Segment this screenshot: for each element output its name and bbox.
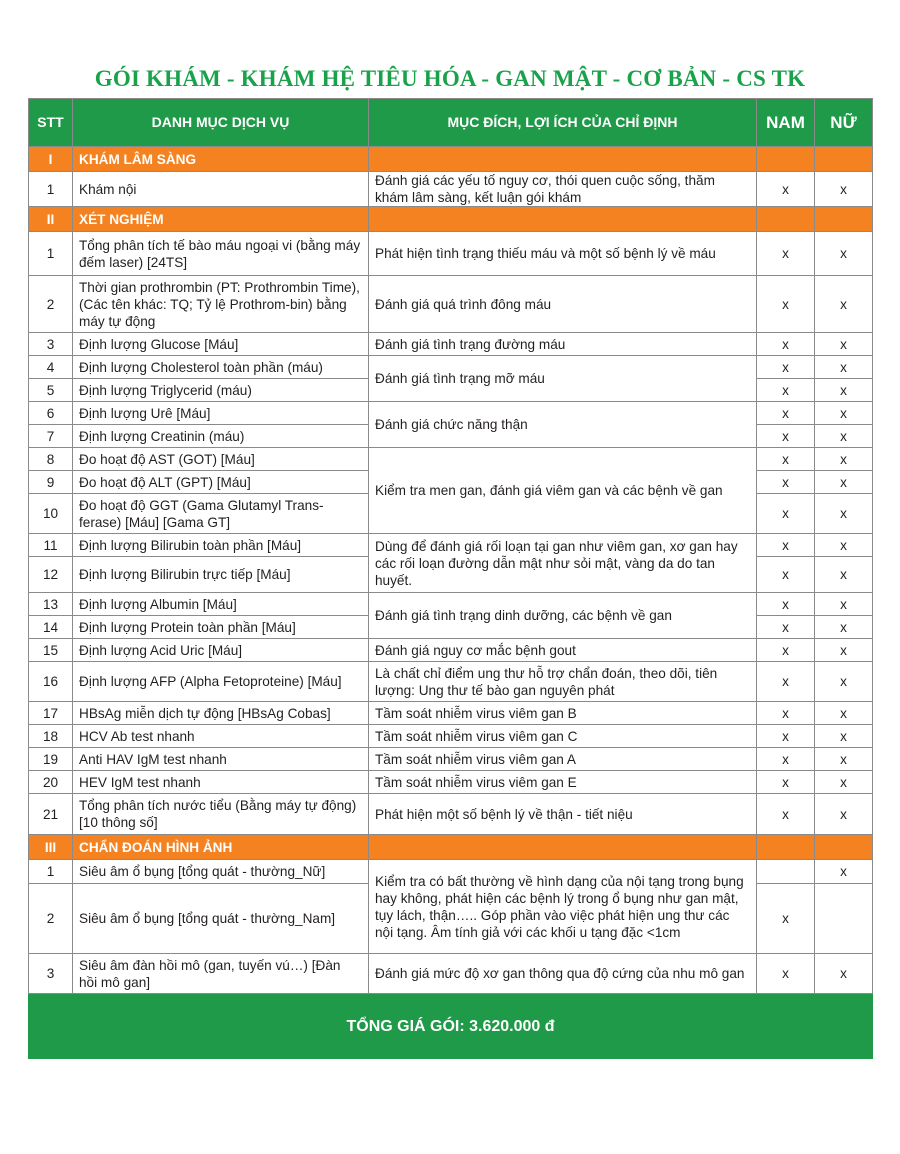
row-female-mark: x <box>815 379 873 402</box>
header-female: NỮ <box>815 99 873 147</box>
row-purpose: Đánh giá quá trình đông máu <box>369 276 757 333</box>
page-title: GÓI KHÁM - KHÁM HỆ TIÊU HÓA - GAN MẬT - CƠ BẢN - CS TK <box>94 66 806 91</box>
row-stt: 3 <box>29 333 73 356</box>
table-row <box>29 771 873 794</box>
table-row <box>29 725 873 748</box>
table-row <box>29 954 873 994</box>
row-purpose: Đánh giá mức độ xơ gan thông qua độ cứng của nhu mô gan <box>369 954 757 994</box>
row-stt: 2 <box>29 276 73 333</box>
row-female-mark: x <box>815 471 873 494</box>
row-service: Khám nội <box>73 172 369 207</box>
row-female-mark: x <box>815 954 873 994</box>
row-stt: 4 <box>29 356 73 379</box>
row-stt: 15 <box>29 639 73 662</box>
row-purpose: Kiểm tra có bất thường về hình dạng của nội tạng trong bụng hay không, phát hiện các bệnh lý trong ổ bụng như gan mật, tụy lách, thận….. Góp phần vào việc phát hiện ung thư các nội tạng. Âm tính giả với các khối u tạng đặc <1cm <box>369 860 757 954</box>
row-purpose: Tầm soát nhiễm virus viêm gan E <box>369 771 757 794</box>
header-male: NAM <box>757 99 815 147</box>
row-service: Siêu âm ổ bụng [tổng quát - thường_Nữ] <box>73 860 369 884</box>
row-female-mark: x <box>815 794 873 835</box>
total-price: TỔNG GIÁ GÓI: 3.620.000 đ <box>29 994 873 1059</box>
table-row <box>29 794 873 835</box>
row-stt: 19 <box>29 748 73 771</box>
row-purpose: Phát hiện tình trạng thiếu máu và một số bệnh lý về máu <box>369 232 757 276</box>
row-male-mark: x <box>757 702 815 725</box>
row-stt: 1 <box>29 232 73 276</box>
header-stt: STT <box>29 99 73 147</box>
row-stt: 9 <box>29 471 73 494</box>
table-row <box>29 356 873 379</box>
row-male-mark: x <box>757 954 815 994</box>
table-row <box>29 276 873 333</box>
row-purpose: Đánh giá chức năng thận <box>369 402 757 448</box>
row-service: Định lượng Glucose [Máu] <box>73 333 369 356</box>
row-male-mark: x <box>757 379 815 402</box>
row-service: Định lượng Bilirubin toàn phần [Máu] <box>73 534 369 557</box>
table-row <box>29 448 873 471</box>
row-female-mark: x <box>815 860 873 884</box>
section-name: KHÁM LÂM SÀNG <box>73 147 369 172</box>
service-table <box>28 98 873 1059</box>
table-row <box>29 534 873 557</box>
row-service: Định lượng Albumin [Máu] <box>73 593 369 616</box>
row-stt: 13 <box>29 593 73 616</box>
row-purpose: Phát hiện một số bệnh lý về thận - tiết niệu <box>369 794 757 835</box>
row-stt: 3 <box>29 954 73 994</box>
row-female-mark: x <box>815 616 873 639</box>
row-male-mark: x <box>757 616 815 639</box>
row-female-mark: x <box>815 276 873 333</box>
row-female-mark: x <box>815 356 873 379</box>
row-purpose: Tầm soát nhiễm virus viêm gan C <box>369 725 757 748</box>
section-name: CHẨN ĐOÁN HÌNH ẢNH <box>73 835 369 860</box>
row-male-mark: x <box>757 593 815 616</box>
row-purpose: Là chất chỉ điểm ung thư hỗ trợ chẩn đoán, theo dõi, tiên lượng: Ung thư tế bào gan nguyên phát <box>369 662 757 702</box>
row-purpose: Tầm soát nhiễm virus viêm gan B <box>369 702 757 725</box>
row-purpose: Đánh giá tình trạng mỡ máu <box>369 356 757 402</box>
row-female-mark: x <box>815 333 873 356</box>
row-stt: 5 <box>29 379 73 402</box>
row-purpose: Tầm soát nhiễm virus viêm gan A <box>369 748 757 771</box>
row-male-mark: x <box>757 884 815 954</box>
row-service: Định lượng Protein toàn phần [Máu] <box>73 616 369 639</box>
row-stt: 2 <box>29 884 73 954</box>
row-female-mark: x <box>815 702 873 725</box>
section-row <box>29 835 873 860</box>
row-male-mark: x <box>757 356 815 379</box>
row-male-mark: x <box>757 448 815 471</box>
row-male-mark: x <box>757 471 815 494</box>
row-male-mark: x <box>757 557 815 593</box>
total-row <box>29 994 873 1059</box>
row-stt: 18 <box>29 725 73 748</box>
section-number: III <box>29 835 73 860</box>
table-row <box>29 702 873 725</box>
row-female-mark: x <box>815 402 873 425</box>
row-stt: 1 <box>29 860 73 884</box>
row-service: Định lượng Acid Uric [Máu] <box>73 639 369 662</box>
row-service: Đo hoạt độ AST (GOT) [Máu] <box>73 448 369 471</box>
row-service: Định lượng Triglycerid (máu) <box>73 379 369 402</box>
section-number: II <box>29 207 73 232</box>
row-service: Định lượng AFP (Alpha Fetoproteine) [Máu] <box>73 662 369 702</box>
row-service: Siêu âm ổ bụng [tổng quát - thường_Nam] <box>73 884 369 954</box>
table-header-row <box>29 99 873 147</box>
row-service: Tổng phân tích nước tiểu (Bằng máy tự động) [10 thông số] <box>73 794 369 835</box>
row-service: Anti HAV IgM test nhanh <box>73 748 369 771</box>
row-male-mark: x <box>757 333 815 356</box>
row-service: Tổng phân tích tế bào máu ngoại vi (bằng máy đếm laser) [24TS] <box>73 232 369 276</box>
row-male-mark: x <box>757 771 815 794</box>
table-row <box>29 662 873 702</box>
row-female-mark: x <box>815 662 873 702</box>
row-purpose: Dùng để đánh giá rối loạn tại gan như viêm gan, xơ gan hay các rối loạn đường dẫn mật như sỏi mật, vàng da do tan huyết. <box>369 534 757 593</box>
row-male-mark: x <box>757 232 815 276</box>
row-male-mark: x <box>757 794 815 835</box>
row-female-mark: x <box>815 748 873 771</box>
row-stt: 10 <box>29 494 73 534</box>
row-female-mark: x <box>815 448 873 471</box>
row-service: Đo hoạt độ ALT (GPT) [Máu] <box>73 471 369 494</box>
row-stt: 14 <box>29 616 73 639</box>
row-male-mark: x <box>757 494 815 534</box>
row-service: Thời gian prothrombin (PT: Prothrombin Time), (Các tên khác: TQ; Tỷ lệ Prothrom-bin) bằng máy tự động <box>73 276 369 333</box>
row-female-mark: x <box>815 425 873 448</box>
row-service: HBsAg miễn dịch tự động [HBsAg Cobas] <box>73 702 369 725</box>
row-male-mark: x <box>757 725 815 748</box>
table-row <box>29 172 873 207</box>
row-male-mark: x <box>757 748 815 771</box>
row-stt: 11 <box>29 534 73 557</box>
row-female-mark <box>815 884 873 954</box>
row-female-mark: x <box>815 593 873 616</box>
row-female-mark: x <box>815 557 873 593</box>
table-row <box>29 639 873 662</box>
row-female-mark: x <box>815 771 873 794</box>
row-male-mark <box>757 860 815 884</box>
row-stt: 1 <box>29 172 73 207</box>
row-purpose: Kiểm tra men gan, đánh giá viêm gan và các bệnh về gan <box>369 448 757 534</box>
table-row <box>29 402 873 425</box>
table-row <box>29 232 873 276</box>
row-stt: 6 <box>29 402 73 425</box>
row-female-mark: x <box>815 232 873 276</box>
row-service: Siêu âm đàn hồi mô (gan, tuyến vú…) [Đàn hồi mô gan] <box>73 954 369 994</box>
section-number: I <box>29 147 73 172</box>
row-service: Định lượng Urê [Máu] <box>73 402 369 425</box>
row-male-mark: x <box>757 425 815 448</box>
row-service: Định lượng Bilirubin trực tiếp [Máu] <box>73 557 369 593</box>
row-male-mark: x <box>757 662 815 702</box>
table-row <box>29 860 873 884</box>
section-row <box>29 147 873 172</box>
row-female-mark: x <box>815 494 873 534</box>
table-row <box>29 333 873 356</box>
row-stt: 17 <box>29 702 73 725</box>
header-service: DANH MỤC DỊCH VỤ <box>73 99 369 147</box>
row-purpose: Đánh giá các yếu tố nguy cơ, thói quen cuộc sống, thăm khám lâm sàng, kết luận gói khám <box>369 172 757 207</box>
row-purpose: Đánh giá tình trạng đường máu <box>369 333 757 356</box>
row-female-mark: x <box>815 639 873 662</box>
row-female-mark: x <box>815 172 873 207</box>
row-female-mark: x <box>815 534 873 557</box>
row-male-mark: x <box>757 402 815 425</box>
row-purpose: Đánh giá nguy cơ mắc bệnh gout <box>369 639 757 662</box>
row-male-mark: x <box>757 639 815 662</box>
section-row <box>29 207 873 232</box>
row-male-mark: x <box>757 172 815 207</box>
row-stt: 20 <box>29 771 73 794</box>
row-purpose: Đánh giá tình trạng dinh dưỡng, các bệnh về gan <box>369 593 757 639</box>
table-row <box>29 593 873 616</box>
row-stt: 21 <box>29 794 73 835</box>
row-service: Định lượng Cholesterol toàn phần (máu) <box>73 356 369 379</box>
row-stt: 8 <box>29 448 73 471</box>
section-name: XÉT NGHIỆM <box>73 207 369 232</box>
row-stt: 7 <box>29 425 73 448</box>
row-female-mark: x <box>815 725 873 748</box>
row-stt: 16 <box>29 662 73 702</box>
row-stt: 12 <box>29 557 73 593</box>
row-service: HEV IgM test nhanh <box>73 771 369 794</box>
row-service: Đo hoạt độ GGT (Gama Glutamyl Trans-ferase) [Máu] [Gama GT] <box>73 494 369 534</box>
row-male-mark: x <box>757 534 815 557</box>
row-service: HCV Ab test nhanh <box>73 725 369 748</box>
header-purpose: MỤC ĐÍCH, LỢI ÍCH CỦA CHỈ ĐỊNH <box>369 99 757 147</box>
row-service: Định lượng Creatinin (máu) <box>73 425 369 448</box>
row-male-mark: x <box>757 276 815 333</box>
table-row <box>29 748 873 771</box>
